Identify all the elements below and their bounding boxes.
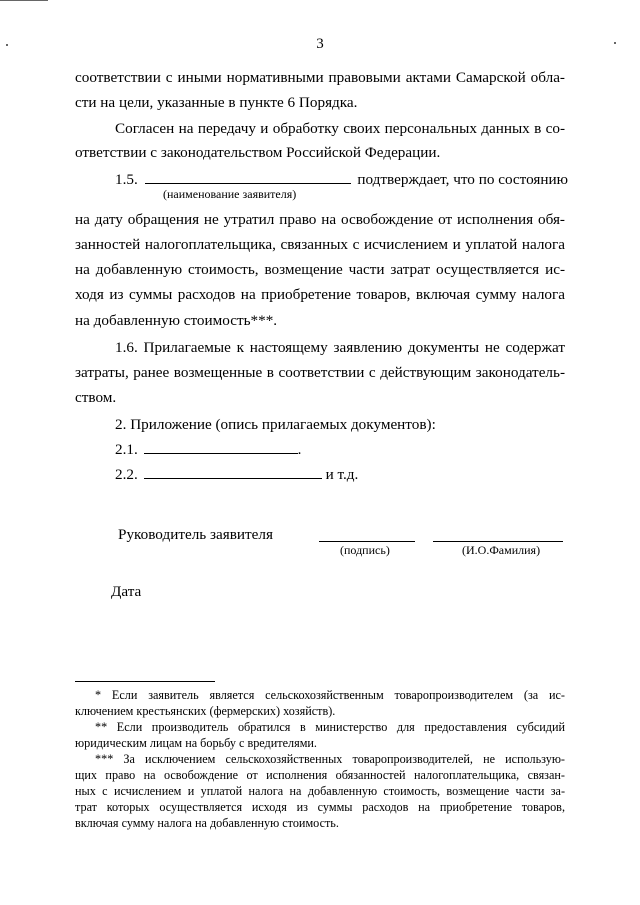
full-name-blank[interactable] (433, 541, 563, 542)
appendix-item-2-1-end: . (297, 441, 302, 458)
appendix-item-2-1-number: 2.1. (115, 441, 138, 458)
footnote3-line4: трат которых осуществляется исходя из суммы расходов на приобретение товаров, (75, 800, 565, 814)
item16-line1: 1.6. Прилагаемые к настоящему заявлению документы не содержат (115, 339, 565, 356)
item16-line2: затраты, ранее возмещенные в соответствии с действующим законодатель- (75, 364, 565, 381)
item15-text-after: подтверждает, что по состоянию (357, 171, 568, 188)
appendix-item-2-2-blank[interactable] (144, 465, 322, 479)
appendix-item-2-1-blank[interactable] (144, 440, 298, 454)
footnote3-line5: включая сумму налога на добавленную стоимость. (75, 816, 339, 830)
para2-line2: ответствии с законодательством Российской Федерации. (75, 144, 441, 161)
footnote3-line2: щих право на освобождение от исполнения обязанностей налогоплательщика, связан- (75, 768, 565, 782)
full-name-caption: (И.О.Фамилия) (462, 543, 541, 557)
footnote3-line3: ных с исчислением и уплатой налога на добавленную стоимость, возмещение части за- (75, 784, 565, 798)
para1-line1: соответствии с иными нормативными правовыми актами Самарской обла- (75, 69, 565, 86)
item15-number: 1.5. (115, 171, 138, 188)
signature-label: Руководитель заявителя (118, 526, 273, 543)
appendix-item-2-1 (115, 438, 565, 462)
item15-text-line3: на добавленную стоимость, возмещение части затрат осуществляется ис- (75, 261, 565, 278)
footnote-separator (75, 681, 215, 682)
item15-text-line4: ходя из суммы расходов на приобретение товаров, включая сумму налога (75, 286, 565, 303)
item15-text-line2: занностей налогоплательщика, связанных с исчислением и уплатой налога (75, 236, 565, 253)
appendix-item-2-2-number: 2.2. (115, 466, 138, 483)
footnote2-line1: ** Если производитель обратился в министерство для предоставления субсидий (95, 720, 565, 734)
footnote1-line1: * Если заявитель является сельскохозяйственным товаропроизводителем (за ис- (95, 688, 565, 702)
signature-blank[interactable] (319, 541, 415, 542)
item15-text-line1: на дату обращения не утратил право на освобождение от исполнения обя- (75, 211, 565, 228)
para2-line1: Согласен на передачу и обработку своих персональных данных в со- (115, 120, 565, 137)
appendix-item-2-2 (115, 463, 565, 487)
date-label: Дата (111, 583, 142, 600)
applicant-name-blank[interactable] (145, 170, 351, 184)
applicant-name-caption: (наименование заявителя) (163, 187, 297, 201)
footnote2-line2: юридическим лицам на борьбу с вредителями. (75, 736, 317, 750)
appendix-title: 2. Приложение (опись прилагаемых документов): (115, 416, 436, 433)
page-number: 3 (316, 36, 324, 52)
signature-caption: (подпись) (340, 543, 390, 557)
para1-line2: сти на цели, указанные в пункте 6 Порядка. (75, 94, 358, 111)
scan-mark-top-left (0, 0, 48, 1)
appendix-item-2-2-end: и т.д. (325, 466, 359, 483)
item16-line3: ством. (75, 389, 117, 406)
footnote3-line1: *** За исключением сельскохозяйственных товаропроизводителей, не использую- (95, 752, 565, 766)
item15-text-line5: на добавленную стоимость***. (75, 312, 278, 329)
footnote1-line2: ключением крестьянских (фермерских) хозяйств). (75, 704, 336, 718)
